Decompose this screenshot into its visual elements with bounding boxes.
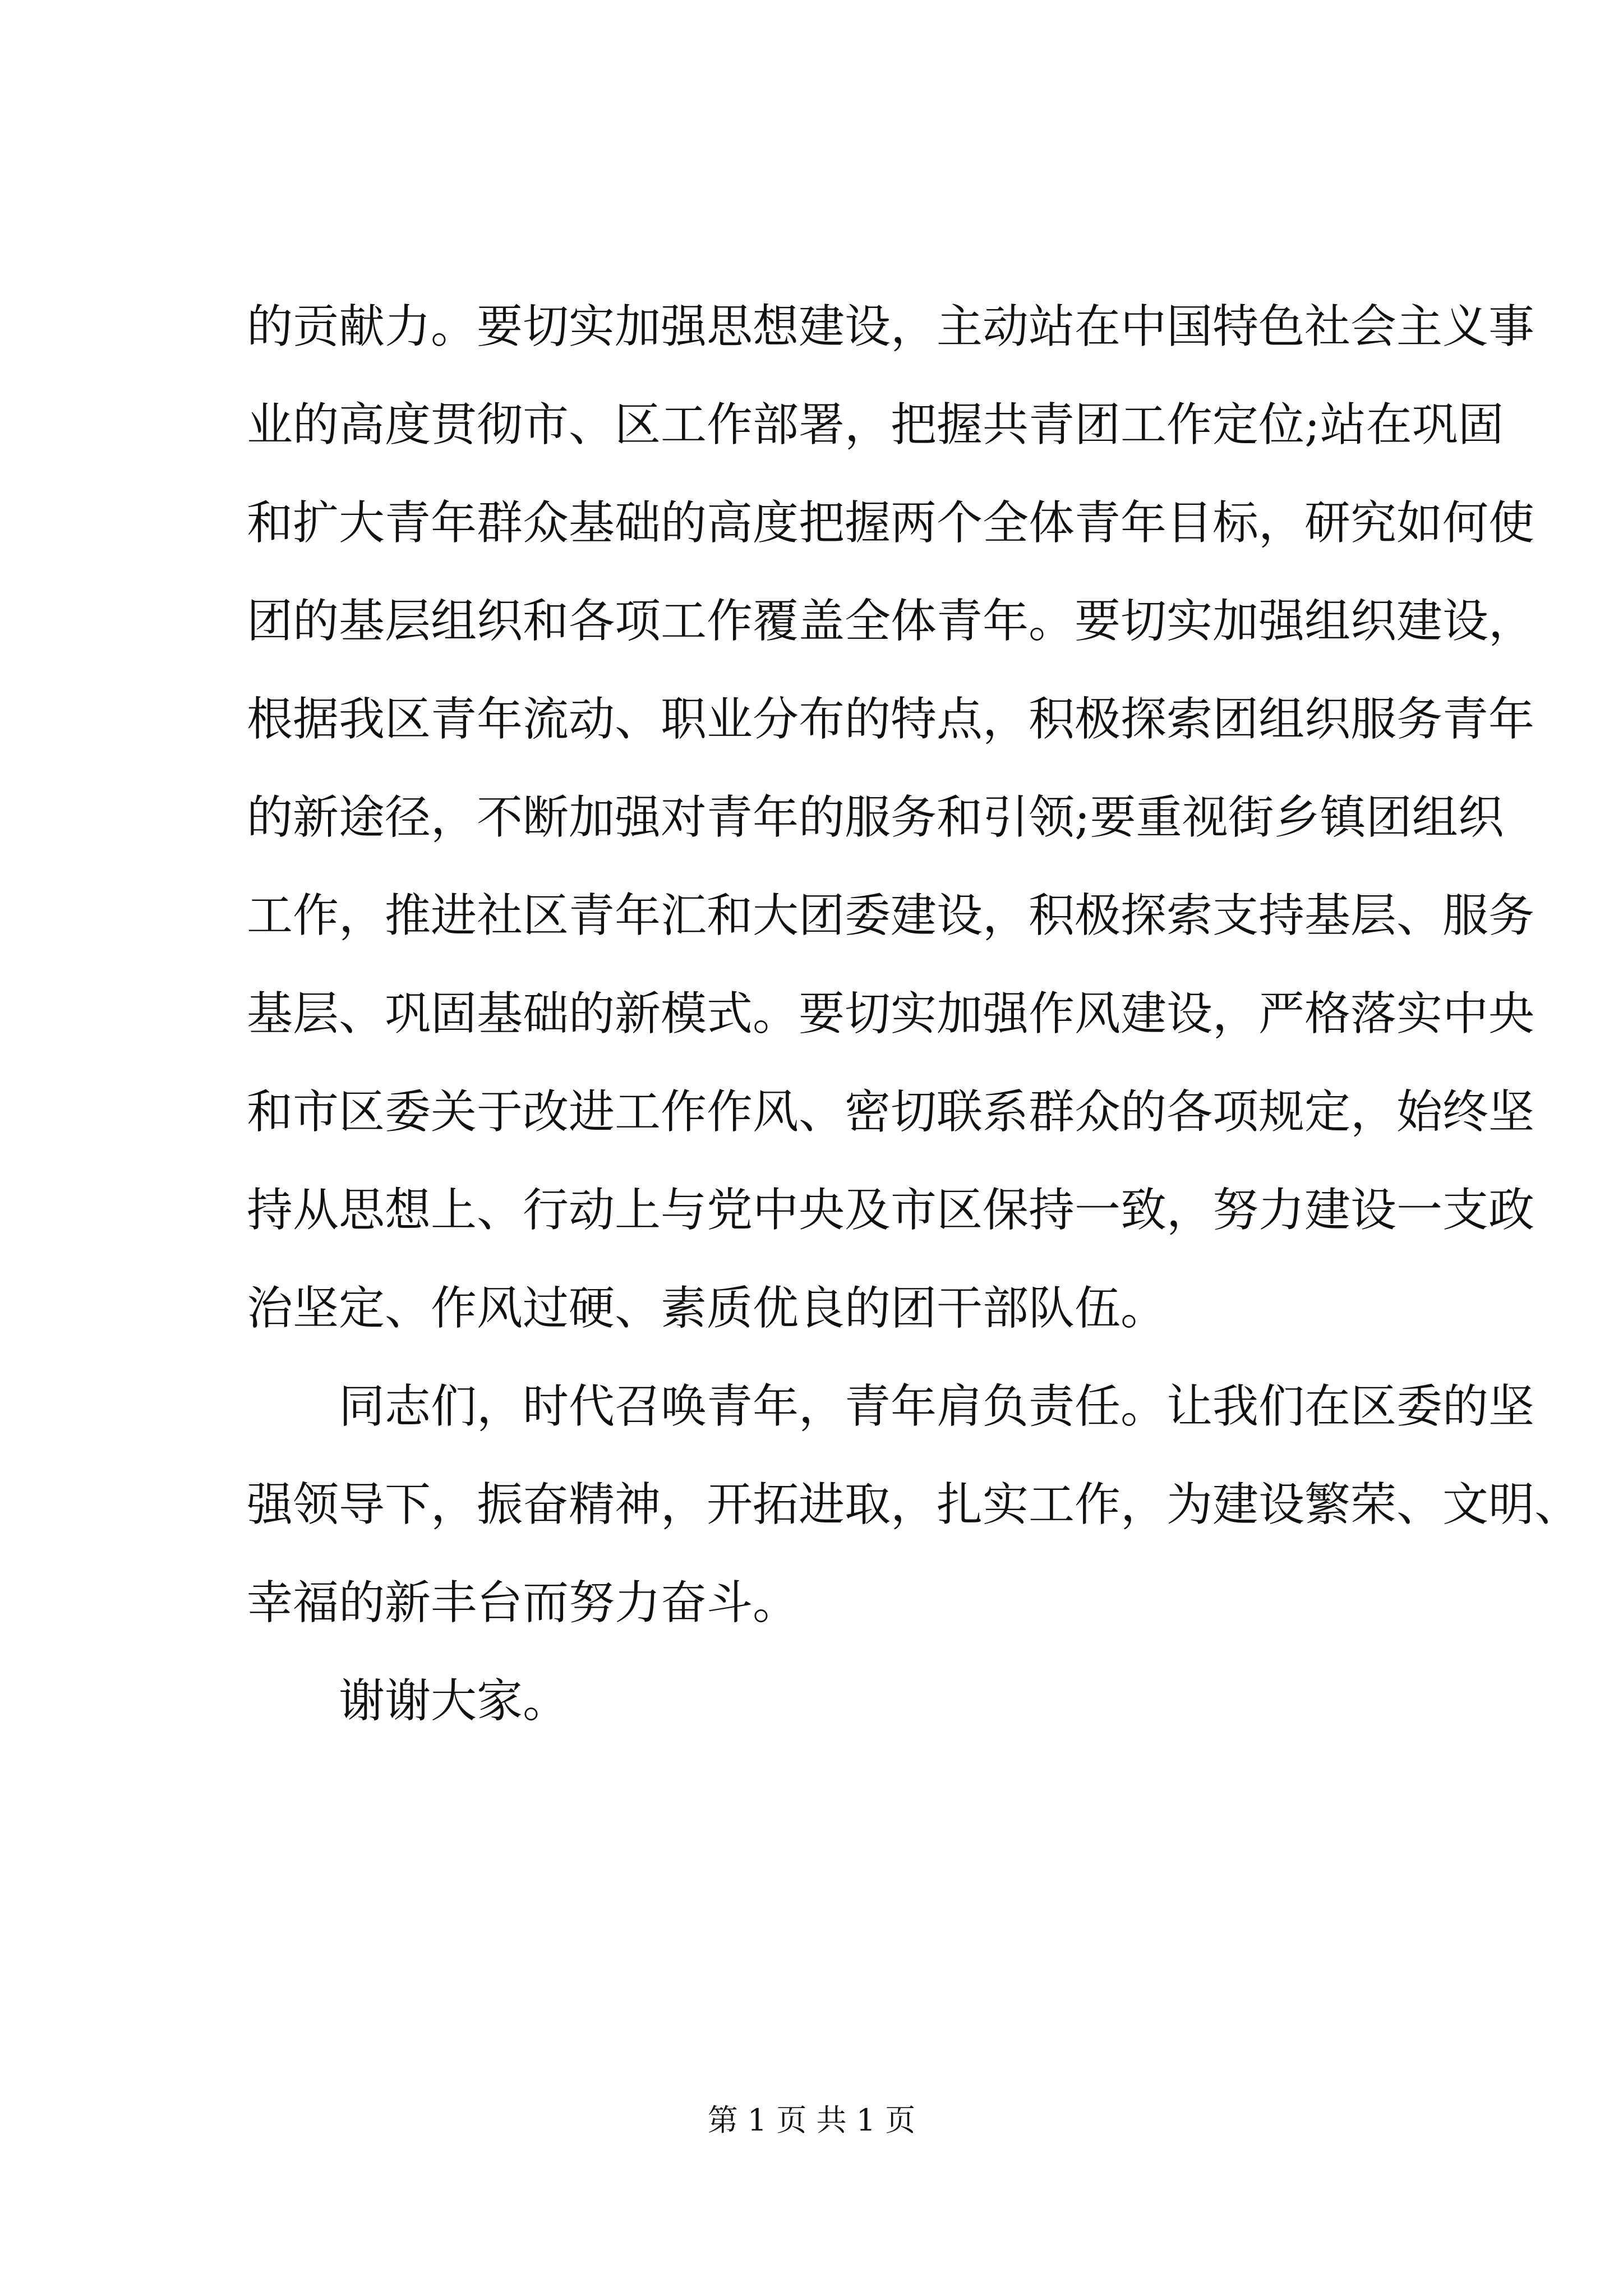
paragraph-1-line-4: 团的基层组织和各项工作覆盖全体青年。要切实加强组织建设，	[247, 595, 1535, 648]
paragraph-1-line-6: 的新途径，不断加强对青年的服务和引领;要重视街乡镇团组织	[247, 791, 1504, 844]
paragraph-1-line-10: 持从思想上、行动上与党中央及市区保持一致，努力建设一支政	[247, 1184, 1535, 1237]
paragraph-1-line-3: 和扩大青年群众基础的高度把握两个全体青年目标，研究如何使	[247, 496, 1535, 550]
page-footer: 第 1 页 共 1 页	[707, 2102, 916, 2138]
paragraph-2-line-2: 强领导下，振奋精神，开拓进取，扎实工作，为建设繁荣、文明、	[247, 1478, 1581, 1531]
paragraph-1-line-2: 业的高度贯彻市、区工作部署，把握共青团工作定位;站在巩固	[247, 398, 1504, 452]
paragraph-3-line-1: 谢谢大家。	[339, 1674, 569, 1728]
paragraph-1-line-1: 的贡献力。要切实加强思想建设，主动站在中国特色社会主义事	[247, 300, 1535, 353]
paragraph-1-line-9: 和市区委关于改进工作作风、密切联系群众的各项规定，始终坚	[247, 1085, 1535, 1139]
document-body	[247, 278, 1581, 1750]
paragraph-2-line-3: 幸福的新丰台而努力奋斗。	[247, 1576, 799, 1630]
paragraph-1-line-7: 工作，推进社区青年汇和大团委建设，积极探索支持基层、服务	[247, 889, 1535, 942]
paragraph-1-line-11: 治坚定、作风过硬、素质优良的团干部队伍。	[247, 1282, 1167, 1335]
paragraph-2-line-1: 同志们，时代召唤青年，青年肩负责任。让我们在区委的坚	[339, 1380, 1535, 1433]
paragraph-1-line-5: 根据我区青年流动、职业分布的特点，积极探索团组织服务青年	[247, 693, 1535, 746]
paragraph-1-line-8: 基层、巩固基础的新模式。要切实加强作风建设，严格落实中央	[247, 987, 1535, 1041]
